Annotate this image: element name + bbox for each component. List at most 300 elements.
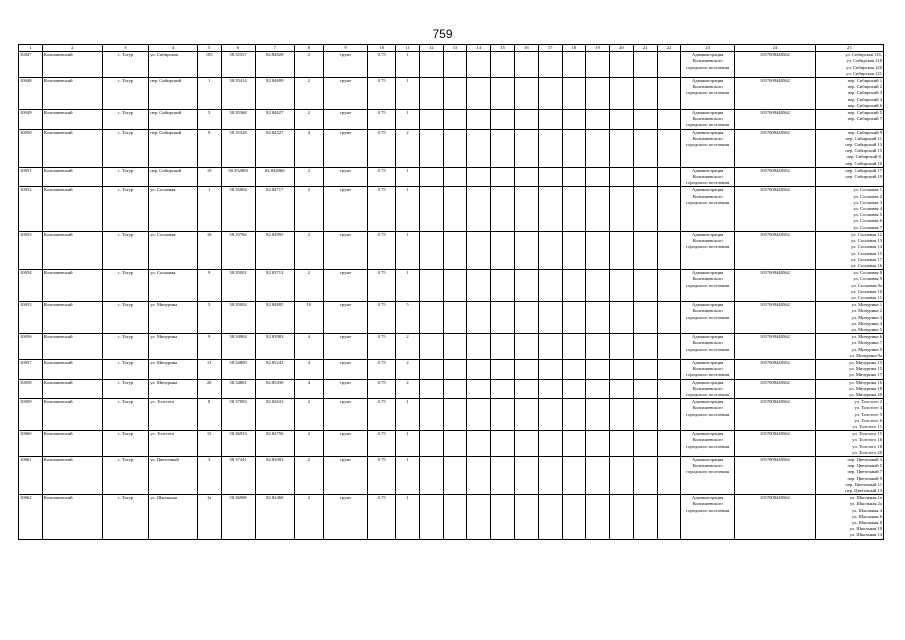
empty-cell [443,52,467,78]
empty-cell [562,52,586,78]
district-cell: Колпашевский [42,187,102,231]
volume-cell: 0.75 [368,167,396,187]
ogrn-cell: 1057008448562 [735,231,816,269]
addresses-cell [815,110,883,130]
empty-cell [633,495,657,539]
surface-cell: грунт [323,52,367,78]
owner-cell-line: городского поселения [686,199,730,205]
empty-cell [633,110,657,130]
addresses-cell-line: ул. Сосновая 11 [851,294,882,300]
column-header: 15 [491,45,515,52]
addresses-cell-line: ул. Сосновая 17 [851,256,882,262]
house-cell: 9 [197,270,221,302]
ogrn-cell: 1057008448562 [735,110,816,130]
empty-cell [443,302,467,334]
addresses-cell-line: ул. Мичурина 5 [851,326,882,332]
empty-cell [538,167,562,187]
container-count-cell: 2 [396,129,420,167]
column-header: 4 [149,45,198,52]
table-row [19,399,884,431]
empty-cell [562,270,586,302]
street-cell: ул. Цветочный [149,457,198,495]
addresses-cell-line: ул. Мичурина 20 [849,391,882,397]
volume-cell: 0.75 [368,431,396,457]
empty-cell [633,399,657,431]
empty-cell [538,187,562,231]
empty-cell [610,187,634,231]
addresses-cell-line: ул. Мичурина 1 [851,302,882,308]
count-cell: 2 [294,431,323,457]
empty-cell [586,379,610,399]
addresses-cell-line: пер. Сибирский 7 [847,116,882,122]
empty-cell [562,167,586,187]
addresses-cell-line: ул. Мичурина 13 [849,359,882,365]
house-cell: 13 [197,359,221,379]
longitude-cell: 82.83983 [255,334,294,360]
owner-cell-line: городского поселения [686,372,730,378]
empty-cell [491,495,515,539]
latitude-cell: 58.352883 [221,167,255,187]
district-cell: Колпашевский [42,495,102,539]
empty-cell [657,78,681,110]
empty-cell [633,78,657,110]
volume-cell: 0.75 [368,78,396,110]
owner-cell [681,495,735,539]
longitude-cell: 82.84828 [255,52,294,78]
volume-cell: 0.75 [368,52,396,78]
district-cell: Колпашевский [42,359,102,379]
count-cell: 2 [294,231,323,269]
empty-cell [562,110,586,130]
container-count-cell: 5 [396,302,420,334]
container-count-cell: 1 [396,399,420,431]
owner-cell-line: городского поселения [686,244,730,250]
surface-cell: грунт [323,379,367,399]
record-id: 10061 [19,457,43,495]
addresses-cell-line: ул. Сосновая 15 [851,250,882,256]
empty-cell [419,379,443,399]
empty-cell [538,302,562,334]
empty-cell [443,167,467,187]
longitude-cell: 82.83903 [255,457,294,495]
addresses-cell [815,270,883,302]
house-cell: 3 [197,457,221,495]
addresses-cell [815,52,883,78]
addresses-cell-line: пер. Цветочный 13 [845,488,882,494]
addresses-cell-line: ул. Сосновая 4 [853,206,882,212]
longitude-cell: 82.82756 [255,431,294,457]
ogrn-cell: 1057008448562 [735,431,816,457]
count-cell: 2 [294,52,323,78]
addresses-cell [815,379,883,399]
empty-cell [657,302,681,334]
addresses-cell [815,399,883,431]
empty-cell [538,431,562,457]
owner-cell-line: Администрация [691,495,724,501]
table-row [19,334,884,360]
addresses-cell [815,231,883,269]
column-header: 3 [102,45,149,52]
addresses-cell-line: ул. Сосновая 1 [853,187,882,193]
empty-cell [562,431,586,457]
column-header: 24 [735,45,816,52]
longitude-cell: 82.84895 [255,302,294,334]
locality-cell: с. Тогур [102,187,149,231]
surface-cell: грунт [323,110,367,130]
surface-cell: грунт [323,231,367,269]
locality-cell: с. Тогур [102,167,149,187]
table-body [19,52,884,539]
empty-cell [514,334,538,360]
ogrn-cell: 1057008448562 [735,78,816,110]
house-cell: 9 [197,334,221,360]
addresses-cell-line: ул. Мичурина 17 [849,372,882,378]
empty-cell [419,78,443,110]
empty-cell [467,359,491,379]
surface-cell: грунт [323,399,367,431]
record-id: 10053 [19,231,43,269]
empty-cell [562,495,586,539]
owner-cell-line: Колпашевского [692,135,723,141]
empty-cell [514,359,538,379]
empty-cell [538,52,562,78]
locality-cell: с. Тогур [102,52,149,78]
empty-cell [419,129,443,167]
addresses-cell-line: ул. Сосновая 9а [851,282,882,288]
latitude-cell: 58.35002 [221,302,255,334]
latitude-cell: 58.36908 [221,495,255,539]
addresses-cell-line: ул. Мичурина 3 [851,314,882,320]
empty-cell [514,495,538,539]
empty-cell [443,187,467,231]
volume-cell: 0.75 [368,334,396,360]
empty-cell [657,359,681,379]
empty-cell [633,334,657,360]
column-header: 17 [538,45,562,52]
volume-cell: 0.75 [368,129,396,167]
owner-cell [681,187,735,231]
addresses-cell-line: ул. Сосновая 10 [851,288,882,294]
empty-cell [586,167,610,187]
addresses-cell-line: ул. Сосновая 5 [853,212,882,218]
locality-cell: с. Тогур [102,431,149,457]
count-cell: 4 [294,359,323,379]
count-cell: 2 [294,495,323,539]
empty-cell [419,457,443,495]
empty-cell [419,334,443,360]
surface-cell: грунт [323,334,367,360]
empty-cell [562,399,586,431]
addresses-cell-line: ул. Сосновая 6 [853,218,882,224]
addresses-cell-line: ул. Сибирская 121 [846,70,882,76]
street-cell: ул. Школьная [149,495,198,539]
table-row [19,379,884,399]
empty-cell [610,52,634,78]
owner-cell-line: городского поселения [686,122,730,128]
ogrn-cell: 1057008448562 [735,187,816,231]
addresses-cell-line: пер. Цветочный 7 [847,469,882,475]
district-cell: Колпашевский [42,78,102,110]
count-cell: 4 [294,379,323,399]
owner-cell [681,270,735,302]
latitude-cell: 58.33784 [221,231,255,269]
empty-cell [419,399,443,431]
surface-cell: грунт [323,431,367,457]
addresses-cell-line: ул. Сосновая 9 [853,276,882,282]
record-id: 10048 [19,78,43,110]
street-cell: пер. Сибирский [149,110,198,130]
owner-cell-line: городского поселения [686,282,730,288]
count-cell: 2 [294,110,323,130]
container-count-cell: 1 [396,187,420,231]
container-count-cell: 1 [396,495,420,539]
owner-cell-line: городского поселения [686,507,730,513]
count-cell: 4 [294,334,323,360]
house-cell: 15 [197,431,221,457]
owner-cell [681,52,735,78]
empty-cell [467,270,491,302]
empty-cell [443,78,467,110]
empty-cell [610,231,634,269]
street-cell: ул. Сосновая [149,231,198,269]
ogrn-cell: 1057008448562 [735,270,816,302]
owner-cell-line: Администрация [691,334,724,340]
column-header: 9 [323,45,367,52]
column-header: 2 [42,45,102,52]
empty-cell [538,231,562,269]
addresses-cell-line: ул. Сосновая 12 [851,231,882,237]
owner-cell-line: Колпашевского [692,116,723,122]
longitude-cell: 82.82468 [255,495,294,539]
empty-cell [538,110,562,130]
empty-cell [467,334,491,360]
latitude-cell: 58.36933 [221,431,255,457]
column-header: 12 [419,45,443,52]
container-count-cell: 2 [396,359,420,379]
column-header: 22 [657,45,681,52]
street-cell: ул. Сосновая [149,270,198,302]
empty-cell [586,495,610,539]
addresses-cell-line: пер. Сибирский 17 [845,167,882,173]
locality-cell: с. Тогур [102,110,149,130]
owner-cell [681,110,735,130]
addresses-cell-line: ул. Сибирская 118 [846,58,882,64]
addresses-cell-line: ул. Сосновая 7 [853,224,882,230]
latitude-cell: 58.34801 [221,379,255,399]
owner-cell-line: Администрация [691,359,724,365]
addresses-cell-line: пер. Цветочный 9 [847,475,882,481]
empty-cell [562,129,586,167]
addresses-cell [815,167,883,187]
column-header: 7 [255,45,294,52]
empty-cell [538,129,562,167]
count-cell: 2 [294,457,323,495]
street-cell: пер. Сибирский [149,78,198,110]
latitude-cell: 58.35368 [221,110,255,130]
street-cell: пер. Сибирский [149,167,198,187]
empty-cell [467,167,491,187]
house-cell: 1 [197,187,221,231]
house-cell: 9 [197,129,221,167]
street-cell: ул. Толстого [149,399,198,431]
owner-cell-line: Администрация [691,270,724,276]
empty-cell [443,110,467,130]
latitude-cell: 58.35001 [221,270,255,302]
record-id: 10056 [19,334,43,360]
owner-cell-line: городского поселения [686,391,730,397]
district-cell: Колпашевский [42,334,102,360]
record-id: 10051 [19,167,43,187]
owner-cell-line: Администрация [691,379,724,385]
locality-cell: с. Тогур [102,495,149,539]
table-row [19,359,884,379]
empty-cell [467,78,491,110]
empty-cell [562,379,586,399]
addresses-cell-line: ул. Мичурина 16 [849,379,882,385]
house-cell: 20 [197,379,221,399]
empty-cell [610,457,634,495]
addresses-cell [815,457,883,495]
longitude-cell: 82.84627 [255,110,294,130]
volume-cell: 0.75 [368,379,396,399]
addresses-cell-line: ул. Мичурина 9а [849,352,882,358]
addresses-cell [815,78,883,110]
empty-cell [586,270,610,302]
empty-cell [657,457,681,495]
empty-cell [443,431,467,457]
addresses-cell-line: пер. Сибирский 6 [847,102,882,108]
owner-cell-line: городского поселения [686,64,730,70]
owner-cell [681,231,735,269]
empty-cell [657,187,681,231]
latitude-cell: 58.34809 [221,359,255,379]
locality-cell: с. Тогур [102,399,149,431]
empty-cell [657,167,681,187]
empty-cell [443,231,467,269]
empty-cell [491,431,515,457]
street-cell: ул. Мичурина [149,359,198,379]
empty-cell [633,231,657,269]
owner-cell-line: Колпашевского [692,437,723,443]
addresses-cell-line: ул. Школьная 8 [852,520,882,526]
addresses-cell-line: ул. Школьная 4 [852,507,882,513]
district-cell: Колпашевский [42,399,102,431]
longitude-cell: 82.844066 [255,167,294,187]
surface-cell: грунт [323,457,367,495]
ogrn-cell: 1057008448562 [735,129,816,167]
container-count-cell: 1 [396,78,420,110]
empty-cell [610,167,634,187]
addresses-cell-line: ул. Толстого 4 [854,405,882,411]
table-row [19,431,884,457]
owner-cell-line: городского поселения [686,469,730,475]
empty-cell [538,399,562,431]
container-count-cell: 1 [396,110,420,130]
empty-cell [633,167,657,187]
addresses-cell [815,334,883,360]
record-id: 10062 [19,495,43,539]
empty-cell [491,110,515,130]
empty-cell [514,187,538,231]
empty-cell [538,270,562,302]
owner-cell-line: городского поселения [686,314,730,320]
addresses-cell [815,129,883,167]
locality-cell: с. Тогур [102,302,149,334]
owner-cell [681,302,735,334]
empty-cell [586,399,610,431]
addresses-cell-line: ул. Мичурина 4 [851,320,882,326]
owner-cell-line: Администрация [691,110,724,116]
empty-cell [562,334,586,360]
table-row [19,457,884,495]
table-row [19,231,884,269]
empty-cell [610,334,634,360]
empty-cell [467,187,491,231]
house-cell: 5 [197,302,221,334]
district-cell: Колпашевский [42,431,102,457]
volume-cell: 0.75 [368,270,396,302]
empty-cell [586,457,610,495]
record-id: 10047 [19,52,43,78]
column-header: 14 [467,45,491,52]
column-header: 11 [396,45,420,52]
addresses-cell-line: ул. Толстого 2 [854,399,882,405]
addresses-cell-line: пер. Сибирский 13 [845,142,882,148]
empty-cell [657,399,681,431]
owner-cell-line: Колпашевского [692,308,723,314]
table-row [19,78,884,110]
house-cell: 16 [197,231,221,269]
empty-cell [443,334,467,360]
empty-cell [467,495,491,539]
surface-cell: грунт [323,167,367,187]
empty-cell [657,231,681,269]
column-header: 18 [562,45,586,52]
addresses-cell-line: ул. Мичурина 18 [849,385,882,391]
addresses-cell-line: ул. Сосновая 3 [853,199,882,205]
owner-cell-line: городского поселения [686,346,730,352]
empty-cell [443,495,467,539]
empty-cell [633,359,657,379]
owner-cell [681,129,735,167]
district-cell: Колпашевский [42,129,102,167]
owner-cell [681,431,735,457]
registry-table [18,44,884,540]
empty-cell [467,399,491,431]
empty-cell [586,52,610,78]
owner-cell-line: Колпашевского [692,276,723,282]
empty-cell [514,302,538,334]
house-cell: 19 [197,167,221,187]
volume-cell: 0.75 [368,495,396,539]
container-count-cell: 1 [396,270,420,302]
addresses-cell-line: пер. Сибирский 8, [846,154,882,160]
latitude-cell: 58.35414 [221,78,255,110]
empty-cell [467,457,491,495]
empty-cell [657,431,681,457]
addresses-cell-line: пер. Цветочный 11 [845,481,882,487]
ogrn-cell: 1057008448562 [735,359,816,379]
record-id: 10054 [19,270,43,302]
container-count-cell: 1 [396,431,420,457]
empty-cell [491,334,515,360]
owner-cell-line: Колпашевского [692,238,723,244]
empty-cell [491,129,515,167]
empty-cell [586,334,610,360]
surface-cell: грунт [323,495,367,539]
empty-cell [514,52,538,78]
record-id: 10059 [19,399,43,431]
